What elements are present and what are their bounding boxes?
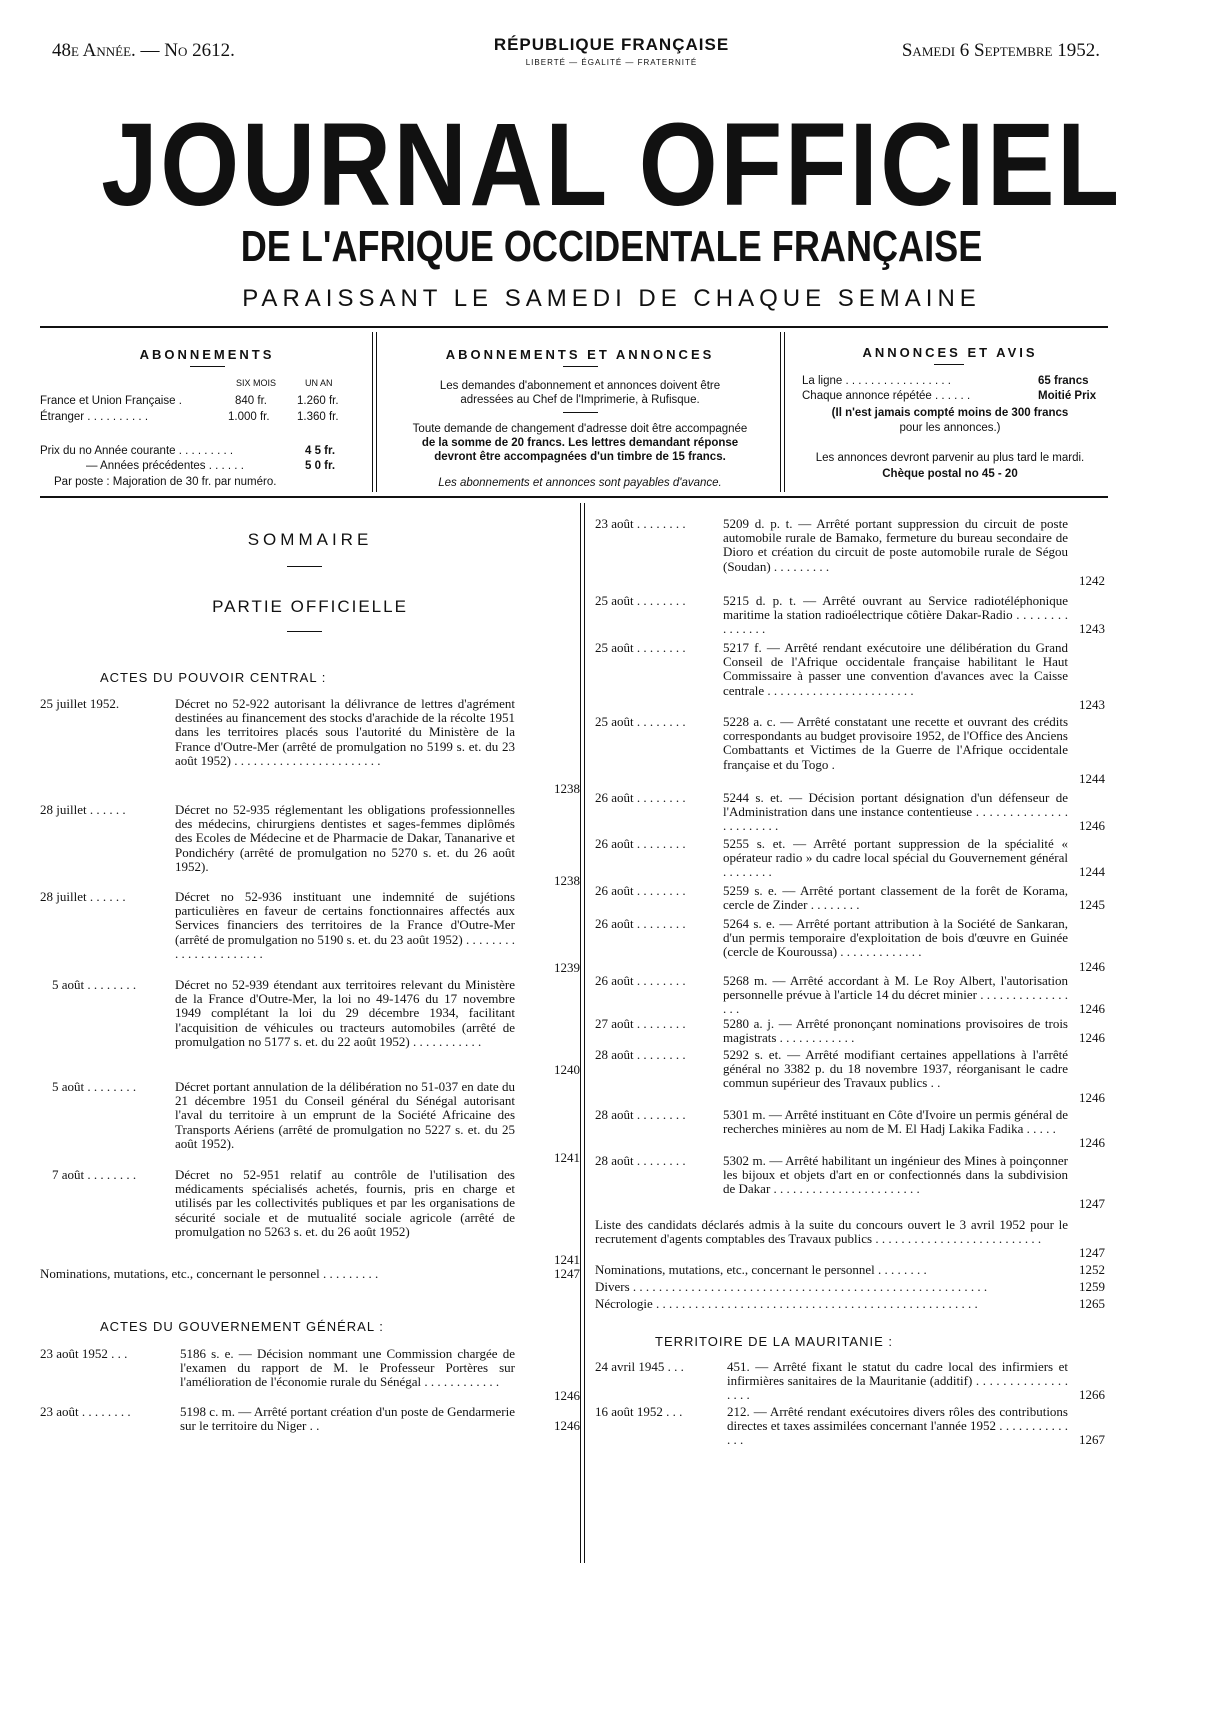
ads-deadline: Les annonces devront parvenir au plus tard le mardi. (815, 452, 1085, 464)
post-surcharge: Par poste : Majoration de 30 fr. par numéro. (54, 476, 277, 488)
toc-text: Décret no 52-922 autorisant la délivrance de lettres d'agrément destinées au financement des stocks d'arachide de la récolte 1951 dans les territoires placés sous l'autorité du Ministère de la France d'Outre-Mer (arrêté de promulgation no 5199 s. et. du 23 août 1952) . . . . . . . . . . . . . . . . . . . . . . . (175, 696, 519, 768)
toc-page: 1239 (554, 960, 580, 975)
journal-tagline: PARAISSANT LE SAMEDI DE CHAQUE SEMAINE (242, 285, 981, 312)
toc-date: 23 août . . . . . . . . (595, 516, 686, 531)
toc-page: 1242 (1079, 573, 1105, 588)
toc-date: 5 août . . . . . . . . (52, 1079, 137, 1094)
toc-divers (595, 1280, 1115, 1296)
subs-ads-line5: devront être accompagnées d'un timbre de 15 francs. (434, 451, 726, 463)
toc-date: 26 août . . . . . . . . (595, 836, 686, 851)
toc-text: Nominations, mutations, etc., concernant le personnel . . . . . . . . (595, 1262, 927, 1277)
subscriptions-row1-v1: 840 fr. (235, 395, 267, 407)
subscriptions-row2-v2: 1.360 fr. (297, 411, 339, 423)
toc-text: 5292 s. et. — Arrêté modifiant certaines appellations à l'arrêté général no 3382 p. du 18 novembre 1937, réorganisant le cadre commun supérieur des Travaux publics . . (723, 1047, 1072, 1091)
box-divider-3 (780, 332, 781, 492)
subscriptions-col2: UN AN (305, 378, 333, 388)
price-previous-value: 5 0 fr. (305, 460, 336, 472)
issue-date: Samedi 6 Septembre 1952. (901, 40, 1100, 61)
toc-nominations-right (595, 1263, 1115, 1279)
toc-page: 1246 (1079, 818, 1105, 833)
toc-page: 1246 (1079, 959, 1105, 974)
subs-ads-line4: de la somme de 20 francs. Les lettres demandant réponse (421, 437, 739, 449)
toc-page: 1240 (554, 1062, 580, 1077)
toc-text: Décret no 52-951 relatif au contrôle de l'utilisation des médicaments spécialisés achetés, fournis, pris en charge et utilisés par les collectivités publiques et par les organisations de sécurité sociale et de mutualité sociale agricole (arrêté de promulgation no 5263 s. et. du 26 août 1952) (175, 1167, 519, 1239)
box-bottom-rule (40, 496, 1108, 498)
toc-text: 212. — Arrêté rendant exécutoires divers rôles des contributions directes et taxes assimilées concernant l'année 1952 . . . . . . . . . . . . . . (727, 1404, 1072, 1448)
toc-page: 1266 (1079, 1387, 1105, 1402)
toc-entry (40, 978, 580, 1078)
toc-date: 23 août 1952 . . . (40, 1346, 128, 1361)
toc-date: 25 août . . . . . . . . (595, 593, 686, 608)
box-divider-4 (784, 332, 785, 492)
toc-page: 1244 (1079, 864, 1105, 879)
section-gouvernement-general: ACTES DU GOUVERNEMENT GÉNÉRAL : (100, 1319, 384, 1334)
motto: LIBERTÉ — ÉGALITÉ — FRATERNITÉ (525, 58, 698, 67)
toc-text: 5264 s. e. — Arrêté portant attribution à la Société de Sankaran, d'un permis temporaire d'exploitation de bois d'œuvre en Guinée (cercle de Kouroussa) . . . . . . . . . . . . . (723, 916, 1072, 960)
toc-liste (595, 1218, 1115, 1262)
toc-page: 1245 (1079, 897, 1105, 912)
toc-date: 16 août 1952 . . . (595, 1404, 683, 1419)
subscriptions-row1-label: France et Union Française . (40, 395, 182, 407)
toc-text: 5228 a. c. — Arrêté constatant une recette et ouvrant des crédits correspondants au budget provisoire 1952, de l'Office des Anciens Combattants et Victimes de la Guerre de l'Afrique occidentale française et du Togo . (723, 714, 1072, 772)
toc-page: 1265 (1079, 1296, 1105, 1311)
toc-entry (40, 890, 580, 975)
toc-page: 1243 (1079, 697, 1105, 712)
toc-entry (595, 917, 1115, 975)
toc-page: 1247 (554, 1266, 580, 1281)
ads-repeat-value: Moitié Prix (1038, 390, 1097, 402)
toc-entry (595, 791, 1115, 835)
ads-repeat-label: Chaque annonce répétée . . . . . . (802, 390, 971, 402)
toc-date: 24 avril 1945 . . . (595, 1359, 684, 1374)
toc-page: 1243 (1079, 621, 1105, 636)
ads-minimum: (Il n'est jamais compté moins de 300 francs (831, 407, 1069, 419)
toc-page: 1241 (554, 1252, 580, 1267)
toc-nominations-left (40, 1267, 580, 1283)
toc-date: 28 juillet . . . . . . (40, 889, 126, 904)
ads-title-rule (934, 364, 964, 365)
toc-entry (595, 1405, 1115, 1449)
toc-date: 7 août . . . . . . . . (52, 1167, 137, 1182)
toc-page: 1246 (1079, 1135, 1105, 1150)
toc-text: 5186 s. e. — Décision nommant une Commission chargée de l'examen du rapport de M. le Professeur Portères sur l'amélioration de l'économie rurale du Sénégal . . . . . . . . . . . . (180, 1346, 519, 1390)
toc-date: 26 août . . . . . . . . (595, 883, 686, 898)
toc-entry (595, 1108, 1115, 1152)
toc-text: Nominations, mutations, etc., concernant le personnel . . . . . . . . . (40, 1266, 379, 1281)
subs-ads-title-rule (563, 366, 598, 367)
toc-entry (595, 1154, 1115, 1212)
sommaire-rule (287, 566, 322, 567)
toc-page: 1246 (1079, 1090, 1105, 1105)
toc-page: 1246 (554, 1418, 580, 1433)
section-pouvoir-central: ACTES DU POUVOIR CENTRAL : (100, 670, 327, 685)
partie-officielle-heading: PARTIE OFFICIELLE (212, 597, 408, 616)
toc-right-group (595, 517, 1115, 1217)
toc-page: 1247 (1079, 1245, 1105, 1260)
column-divider (580, 503, 581, 1563)
ads-title: ANNONCES ET AVIS (862, 345, 1038, 360)
subs-ads-line1: Les demandes d'abonnement et annonces doivent être (439, 380, 721, 392)
toc-date: 28 août . . . . . . . . (595, 1107, 686, 1122)
subscriptions-row1-v2: 1.260 fr. (297, 395, 339, 407)
toc-entry (40, 803, 580, 888)
toc-text: Décret no 52-935 réglementant les obligations professionnelles des médecins, chirurgiens dentistes et sages-femmes diplômés des Ecoles de Médecine et de Pharmacie de Dakar, Tananarive et Pondichéry (arrêté de promulgation no 5270 s. et. du 26 août 1952). (175, 802, 519, 874)
subs-ads-line6: Les abonnements et annonces sont payables d'avance. (438, 477, 722, 489)
toc-text: Divers . . . . . . . . . . . . . . . . . . . . . . . . . . . . . . . . . . . . . . . . . . . . . . . . . . . . . . . (595, 1280, 988, 1294)
toc-entry (595, 715, 1115, 787)
journal-title: JOURNAL OFFICIEL (101, 99, 1122, 231)
toc-date: 26 août . . . . . . . . (595, 916, 686, 931)
ads-minimum-2: pour les annonces.) (899, 422, 1001, 434)
toc-left-group1 (40, 696, 580, 1165)
toc-page: 1244 (1079, 771, 1105, 786)
toc-text: Décret no 52-936 instituant une indemnité de sujétions particulières en faveur de certains fonctionnaires affectés aux Services financiers des territoires de la France d'Outre-Mer (arrêté de promulgation no 5190 s. et. du 23 août 1952) . . . . . . . . . . . . . . . . . . . . . . (175, 889, 519, 961)
toc-entry (595, 974, 1115, 1018)
toc-text: 5255 s. et. — Arrêté portant suppression de la spécialité « opérateur radio » du cadre local spécial du Gouvernement général . . . . . . . . (723, 836, 1072, 880)
sommaire-heading: SOMMAIRE (247, 530, 373, 549)
subs-ads-line2: adressées au Chef de l'Imprimerie, à Rufisque. (460, 394, 700, 406)
toc-entry (40, 1405, 580, 1437)
ads-line-price-label: La ligne . . . . . . . . . . . . . . . . . (802, 375, 951, 387)
price-previous-label: — Années précédentes . . . . . . (86, 460, 244, 472)
toc-date: 25 août . . . . . . . . (595, 714, 686, 729)
toc-necrologie (595, 1297, 1115, 1313)
subscriptions-title: ABONNEMENTS (139, 347, 275, 362)
toc-entry (595, 517, 1115, 589)
toc-text: Nécrologie . . . . . . . . . . . . . . . . . . . . . . . . . . . . . . . . . . . . . . . . . . . . . . . . . . (595, 1297, 978, 1311)
price-current-value: 4 5 fr. (305, 445, 336, 457)
toc-text: 451. — Arrêté fixant le statut du cadre local des infirmiers et infirmières sanitaires de la Mauritanie (additif) . . . . . . . . . . . . . . . . . . (727, 1359, 1072, 1403)
toc-text: 5301 m. — Arrêté instituant en Côte d'Ivoire un permis général de recherches minières au nom de M. El Hadj Lakika Fadika . . . . . (723, 1107, 1072, 1137)
journal-subtitle: DE L'AFRIQUE OCCIDENTALE FRANÇAISE (240, 222, 983, 271)
toc-text: 5244 s. et. — Décision portant désignation d'un défenseur de l'Administration dans une instance contentieuse . . . . . . . . . . . . . . . . . . . . . . . (723, 790, 1072, 834)
toc-date: 25 juillet 1952. (40, 696, 120, 711)
box-divider-2 (376, 332, 377, 492)
toc-text: 5268 m. — Arrêté accordant à M. Le Roy Albert, l'autorisation personnelle prévue à l'article 14 du décret minier . . . . . . . . . . . . . . . . . (723, 973, 1072, 1017)
toc-entry (595, 641, 1115, 713)
toc-page: 1246 (554, 1388, 580, 1403)
toc-text: 5215 d. p. t. — Arrêté ouvrant au Service radiotéléphonique maritime la station radioélectrique côtière Dakar-Radio . . . . . . . . . . . . . . . (723, 593, 1072, 637)
toc-text: Décret no 52-939 étendant aux territoires relevant du Ministère de la France d'Outre-Mer, la loi no 49-1476 du 17 novembre 1949 complétant la loi du 29 décembre 1934, facilitant l'acquisition de véhicules ou tracteurs automobiles (arrêté de promulgation no 5177 s. et. du 22 août 1952) . . . . . . . . . . . (175, 977, 519, 1049)
toc-page: 1259 (1079, 1279, 1105, 1294)
toc-date: 27 août . . . . . . . . (595, 1016, 686, 1031)
toc-entry (40, 697, 580, 795)
ads-postal-check: Chèque postal no 45 - 20 (882, 468, 1018, 480)
toc-page: 1267 (1079, 1432, 1105, 1447)
toc-text: 5209 d. p. t. — Arrêté portant suppression du circuit de poste automobile rurale de Bamako, fermeture du bureau secondaire de Dioro et création du circuit de poste automobile rurale de Ségou (Soudan) . . . . . . . . . (723, 516, 1072, 574)
toc-page: 1241 (554, 1150, 580, 1165)
toc-entry (595, 1017, 1115, 1047)
toc-page: 1246 (1079, 1001, 1105, 1016)
column-divider-2 (584, 503, 585, 1563)
toc-page: 1247 (1079, 1196, 1105, 1211)
toc-text: 5280 a. j. — Arrêté prononçant nominations provisoires de trois magistrats . . . . . . . . . . . . (723, 1016, 1072, 1046)
toc-page: 1252 (1079, 1262, 1105, 1277)
toc-page: 1238 (554, 781, 580, 796)
toc-text: Décret portant annulation de la délibération no 51-037 en date du 21 décembre 1951 du Conseil général du Sénégal autorisant l'aval du territoire à un emprunt de la Société Africaine des Transports Aériens (arrêté de promulgation no 5227 s. et. du 25 août 1952). (175, 1079, 519, 1151)
subscriptions-title-rule (190, 366, 225, 367)
toc-date: 26 août . . . . . . . . (595, 790, 686, 805)
toc-date: 28 août . . . . . . . . (595, 1153, 686, 1168)
toc-entry (595, 837, 1115, 881)
subscriptions-row2-label: Étranger . . . . . . . . . . (40, 411, 149, 423)
price-current-label: Prix du no Année courante . . . . . . . . . (40, 445, 234, 457)
toc-entry (40, 1080, 580, 1165)
subscriptions-row2-v1: 1.000 fr. (228, 411, 270, 423)
toc-date: 28 août . . . . . . . . (595, 1047, 686, 1062)
partie-rule (287, 631, 322, 632)
subs-ads-line3: Toute demande de changement d'adresse doit être accompagnée (412, 423, 748, 435)
toc-text: 5217 f. — Arrêté rendant exécutoire une délibération du Grand Conseil de l'Afrique occidentale française habilitant le Haut Commissaire à passer une convention d'avances avec la Caisse centrale . . . . . . . . . . . . . . . . . . . . . . . (723, 640, 1072, 698)
toc-text: 5302 m. — Arrêté habilitant un ingénieur des Mines à poinçonner les bijoux et objets d'art en or confectionnés dans la subdivision de Dakar . . . . . . . . . . . . . . . . . . . . . . . (723, 1153, 1072, 1197)
issue-number: 48e Année. — No 2612. (52, 40, 235, 61)
box-top-rule (40, 326, 1108, 328)
ads-line-price-value: 65 francs (1038, 375, 1089, 387)
toc-date: 5 août . . . . . . . . (52, 977, 137, 992)
subs-ads-mid-rule (563, 412, 598, 413)
toc-entry (40, 1347, 580, 1407)
subscriptions-col1: SIX MOIS (236, 378, 277, 388)
toc-page: 1246 (1079, 1030, 1105, 1045)
toc-entry (595, 1048, 1115, 1106)
toc-entry (595, 594, 1115, 638)
toc-text: Liste des candidats déclarés admis à la suite du concours ouvert le 3 avril 1952 pour le recrutement d'agents comptables des Travaux publics . . . . . . . . . . . . . . . . . . . . . . . . . . (595, 1217, 1072, 1247)
toc-date: 26 août . . . . . . . . (595, 973, 686, 988)
section-mauritanie: TERRITOIRE DE LA MAURITANIE : (655, 1334, 893, 1349)
toc-entry (40, 1168, 580, 1268)
toc-entry (595, 884, 1115, 914)
toc-date: 28 juillet . . . . . . (40, 802, 126, 817)
box-divider-1 (372, 332, 373, 492)
toc-entry (595, 1360, 1115, 1404)
toc-text: 5259 s. e. — Arrêté portant classement de la forêt de Korama, cercle de Zinder . . . . . . . . (723, 883, 1072, 913)
toc-date: 25 août . . . . . . . . (595, 640, 686, 655)
toc-date: 23 août . . . . . . . . (40, 1404, 131, 1419)
toc-text: 5198 c. m. — Arrêté portant création d'un poste de Gendarmerie sur le territoire du Niger . . (180, 1404, 519, 1434)
subs-ads-title: ABONNEMENTS ET ANNONCES (445, 347, 715, 362)
republic-label: RÉPUBLIQUE FRANÇAISE (493, 35, 730, 54)
toc-page: 1238 (554, 873, 580, 888)
